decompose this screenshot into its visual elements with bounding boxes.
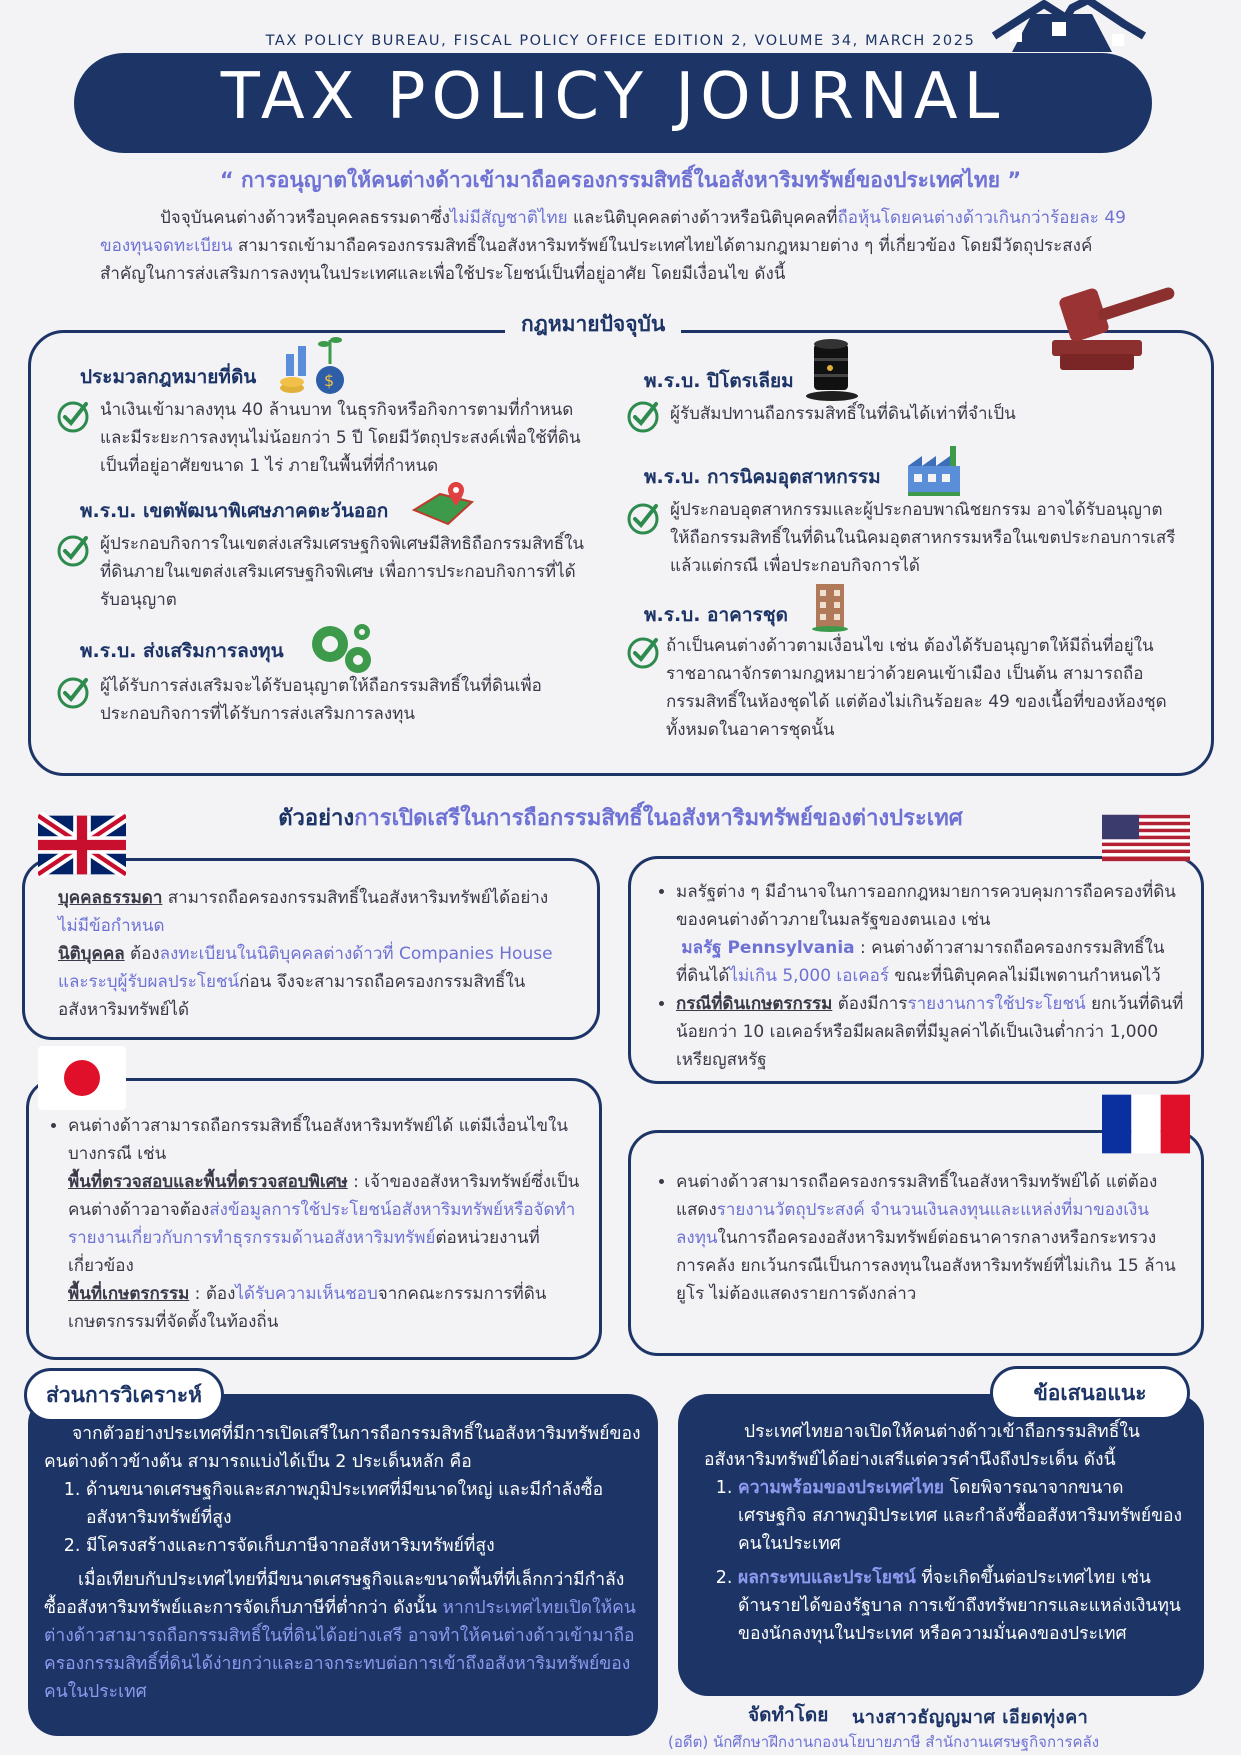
analysis-list [44,1476,644,1560]
analysis-item: 2. มีโครงสร้างและการจัดเก็บภาษีจากอสังหาริมทรัพย์ที่สูง [86,1532,644,1560]
oil-barrel-icon [804,338,862,402]
uk-individual-text: บุคคลธรรมดา สามารถถือครองกรรมสิทธิ์ในอสังหาริมทรัพย์ได้อย่างไม่มีข้อกำหนด [58,888,549,936]
france-bullet-main: • คนต่างด้าวสามารถถือครองกรรมสิทธิ์ในอสังหาริมทรัพย์ได้ แต่ต้องแสดงรายงานวัตถุประสงค์ จำนวนเงินลงทุนและแหล่งที่มาของเงินลงทุนในการถือครองอสังหาริมทรัพย์ต่อธนาคารกลางหรือกระทรวงการคลัง ยกเว้นกรณีเป็นการลงทุนในอสังหาริมทรัพย์ที่ไม่เกิน 15 ล้านยูโร ไม่ต้องแสดงรายการดังกล่าว [676,1168,1184,1308]
law-eec-text: ผู้ประกอบกิจการในเขตส่งเสริมเศรษฐกิจพิเศษมีสิทธิถือกรรมสิทธิ์ในที่ดินภายในเขตส่งเสริมเศรษฐกิจพิเศษ เพื่อการประกอบกิจการที่ได้รับอนุญาต [100,534,585,610]
recommendation-label: ข้อเสนอแนะ [990,1366,1190,1420]
analysis-item: 1. ด้านขนาดเศรษฐกิจและสภาพภูมิประเทศที่มีขนาดใหญ่ และมีกำลังซื้ออสังหาริมทรัพย์ที่สูง [86,1476,644,1532]
svg-text:$: $ [324,371,335,390]
us-bullet-states: • มลรัฐต่าง ๆ มีอำนาจในการออกกฎหมายการควบคุมการถือครองที่ดินของคนต่างด้าวภายในมลรัฐของตนเอง เช่น มลรัฐ Pennsylvania : คนต่างด้าวสามารถถือครองกรรมสิทธิ์ในที่ดินได้ไม่เกิน 5,000 เอเคอร์ ขณะที่นิติบุคคลไม่มีเพดานกำหนดไว้ [676,878,1184,990]
law-investment-heading: พ.ร.บ. ส่งเสริมการลงทุน [80,640,284,662]
uk-company-text: นิติบุคคล ต้องลงทะเบียนในนิติบุคคลต่างด้าวที่ Companies House และระบุผู้รับผลประโยชน์ก่อน จึงจะสามารถถือครองกรรมสิทธิ์ในอสังหาริมทรัพย์ได้ [58,944,553,1020]
us-bullet-list [676,878,1184,1074]
check-icon [626,400,660,434]
check-icon [56,676,90,710]
examples-title: ตัวอย่างการเปิดเสรีในการถือกรรมสิทธิ์ในอสังหาริมทรัพย์ของต่างประเทศ [278,806,963,831]
journal-title: TAX POLICY JOURNAL [220,60,1006,134]
recommendation-item: 1. ความพร้อมของประเทศไทย โดยพิจารณาจากขนาดเศรษฐกิจ สภาพภูมิประเทศ และกำลังซื้ออสังหาริมทรัพย์ของคนในประเทศ [738,1474,1188,1558]
recommendation-intro: ประเทศไทยอาจเปิดให้คนต่างด้าวเข้าถือกรรมสิทธิ์ในอสังหาริมทรัพย์ได้อย่างเสรีแต่ควรคำนึงถึงประเด็น ดังนี้ [704,1422,1140,1470]
money-growth-icon [278,332,350,396]
recommendation-list [704,1474,1188,1648]
law-investment-text: ผู้ได้รับการส่งเสริมจะได้รับอนุญาตให้ถือกรรมสิทธิ์ในที่ดินเพื่อประกอบกิจการที่ได้รับการส่งเสริมการลงทุน [100,676,542,724]
check-icon [626,502,660,536]
law-petroleum-text: ผู้รับสัมปทานถือกรรมสิทธิ์ในที่ดินได้เท่าที่จำเป็น [670,404,1016,424]
analysis-content [44,1420,644,1706]
house-icon [992,0,1152,52]
gavel-icon [1050,268,1180,378]
current-law-label: กฎหมายปัจจุบัน [505,308,681,341]
law-land-code-text: นำเงินเข้ามาลงทุน 40 ล้านบาท ในธุรกิจหรือกิจการตามที่กำหนดและมีระยะการลงทุนไม่น้อยกว่า 5 ปี โดยมีวัตถุประสงค์เพื่อใช้ที่ดินเป็นที่อยู่อาศัยขนาด 1 ไร่ ภายในพื้นที่ที่กำหนด [100,400,581,476]
law-land-code-heading: ประมวลกฎหมายที่ดิน [80,366,257,388]
check-icon [56,534,90,568]
law-condominium-heading: พ.ร.บ. อาคารชุด [644,604,788,626]
us-flag-icon [1102,806,1190,870]
recommendation-content [704,1418,1188,1648]
gears-icon [306,620,376,676]
japan-bullet-main: • คนต่างด้าวสามารถถือกรรมสิทธิ์ในอสังหาริมทรัพย์ได้ แต่มีเงื่อนไขในบางกรณี เช่น พื้นที่ตรวจสอบและพื้นที่ตรวจสอบพิเศษ : เจ้าของอสังหาริมทรัพย์ซึ่งเป็นคนต่างด้าวอาจต้องส่งข้อมูลการใช้ประโยชน์อสังหาริมทรัพย์หรือจัดทำรายงานเกี่ยวกับการทำธุรกรรมด้านอสังหาริมทรัพย์ต่อหน่วยงานที่เกี่ยวข้อง พื้นที่เกษตรกรรม : ต้องได้รับความเห็นชอบจากคณะกรรมการที่ดินเกษตรกรรมที่จัดตั้งในท้องถิ่น [68,1112,584,1336]
analysis-conclusion: เมื่อเทียบกับประเทศไทยที่มีขนาดเศรษฐกิจและขนาดพื้นที่ที่เล็กกว่ามีกำลังซื้ออสังหาริมทรัพย์และการจัดเก็บภาษีที่ต่ำกว่า ดังนั้น หากประเทศไทยเปิดให้คนต่างด้าวสามารถถือกรรมสิทธิ์ในที่ดินได้อย่างเสรี อาจทำให้คนต่างด้าวเข้ามาถือครองกรรมสิทธิ์ที่ดินได้ง่ายกว่าและอาจกระทบต่อการเข้าถึงอสังหาริมทรัพย์ของคนในประเทศ [44,1570,636,1702]
analysis-label: ส่วนการวิเคราะห์ [24,1368,224,1422]
credit-role: (อดีต) นักศึกษาฝึกงานกองนโยบายภาษี สำนักงานเศรษฐกิจการคลัง [668,1733,1100,1751]
check-icon [626,636,660,670]
law-industrial-estate-heading: พ.ร.บ. การนิคมอุตสาหกรรม [644,466,881,488]
recommendation-item: 2. ผลกระทบและประโยชน์ ที่จะเกิดขึ้นต่อประเทศไทย เช่น ด้านรายได้ของรัฐบาล การเข้าถึงทรัพยากรและแหล่งเงินทุนของนักลงทุนในประเทศ หรือความมั่นคงของประเทศ [738,1564,1188,1648]
credit-label: จัดทำโดย [748,1704,829,1726]
edition-line: TAX POLICY BUREAU, FISCAL POLICY OFFICE EDITION 2, VOLUME 34, MARCH 2025 [265,33,976,49]
analysis-intro: จากตัวอย่างประเทศที่มีการเปิดเสรีในการถือกรรมสิทธิ์ในอสังหาริมทรัพย์ของคนต่างด้าวข้างต้น สามารถแบ่งได้เป็น 2 ประเด็นหลัก คือ [44,1424,641,1472]
france-flag-icon [1102,1092,1190,1156]
factory-icon [906,442,962,498]
building-icon [810,580,850,632]
map-pin-icon [412,480,478,530]
intro-paragraph: ปัจจุบันคนต่างด้าวหรือบุคคลธรรมดาซึ่งไม่มีสัญชาติไทย และนิติบุคคลต่างด้าวหรือนิติบุคคลที่ถือหุ้นโดยคนต่างด้าวเกินกว่าร้อยละ 49 ของทุนจดทะเบียน สามารถเข้ามาถือครองกรรมสิทธิ์ในอสังหาริมทรัพย์ในประเทศไทยได้ตามกฎหมายต่าง ๆ ที่เกี่ยวข้อง โดยมีวัตถุประสงค์สำคัญในการส่งเสริมการลงทุนในประเทศและเพื่อใช้ประโยชน์เป็นที่อยู่อาศัย โดยมีเงื่อนไข ดังนี้ [100,208,1126,284]
japan-bullet-list [68,1112,584,1336]
headline: “ การอนุญาตให้คนต่างด้าวเข้ามาถือครองกรรมสิทธิ์ในอสังหาริมทรัพย์ของประเทศไทย ” [219,168,1022,192]
law-petroleum-heading: พ.ร.บ. ปิโตรเลียม [644,370,794,392]
uk-flag-icon [38,812,126,878]
law-condominium-text: ถ้าเป็นคนต่างด้าวตามเงื่อนไข เช่น ต้องได้รับอนุญาตให้มีถิ่นที่อยู่ในราชอาณาจักรตามกฎหมายว่าด้วยคนเข้าเมือง เป็นต้น สามารถถือกรรมสิทธิ์ในห้องชุดได้ แต่ต้องไม่เกินร้อยละ 49 ของเนื้อที่ของห้องชุดทั้งหมดในอาคารชุดนั้น [666,636,1167,740]
check-icon [56,400,90,434]
law-eec-heading: พ.ร.บ. เขตพัฒนาพิเศษภาคตะวันออก [80,500,389,522]
us-bullet-agriculture: • กรณีที่ดินเกษตรกรรม ต้องมีการรายงานการใช้ประโยชน์ ยกเว้นที่ดินที่น้อยกว่า 10 เอเคอร์หรือมีผลผลิตที่มีมูลค่าได้เป็นเงินต่ำกว่า 1,000 เหรียญสหรัฐ [676,990,1184,1074]
france-bullet-list [676,1168,1184,1308]
law-industrial-estate-text: ผู้ประกอบอุตสาหกรรมและผู้ประกอบพาณิชยกรรม อาจได้รับอนุญาตให้ถือกรรมสิทธิ์ในที่ดินในนิคมอุตสาหกรรมหรือในเขตประกอบการเสรี แล้วแต่กรณี เพื่อประกอบกิจการได้ [670,500,1176,576]
credit-name: นางสาวธัญญมาศ เอียดทุ่งคา [852,1707,1089,1728]
japan-flag-icon [38,1046,126,1110]
